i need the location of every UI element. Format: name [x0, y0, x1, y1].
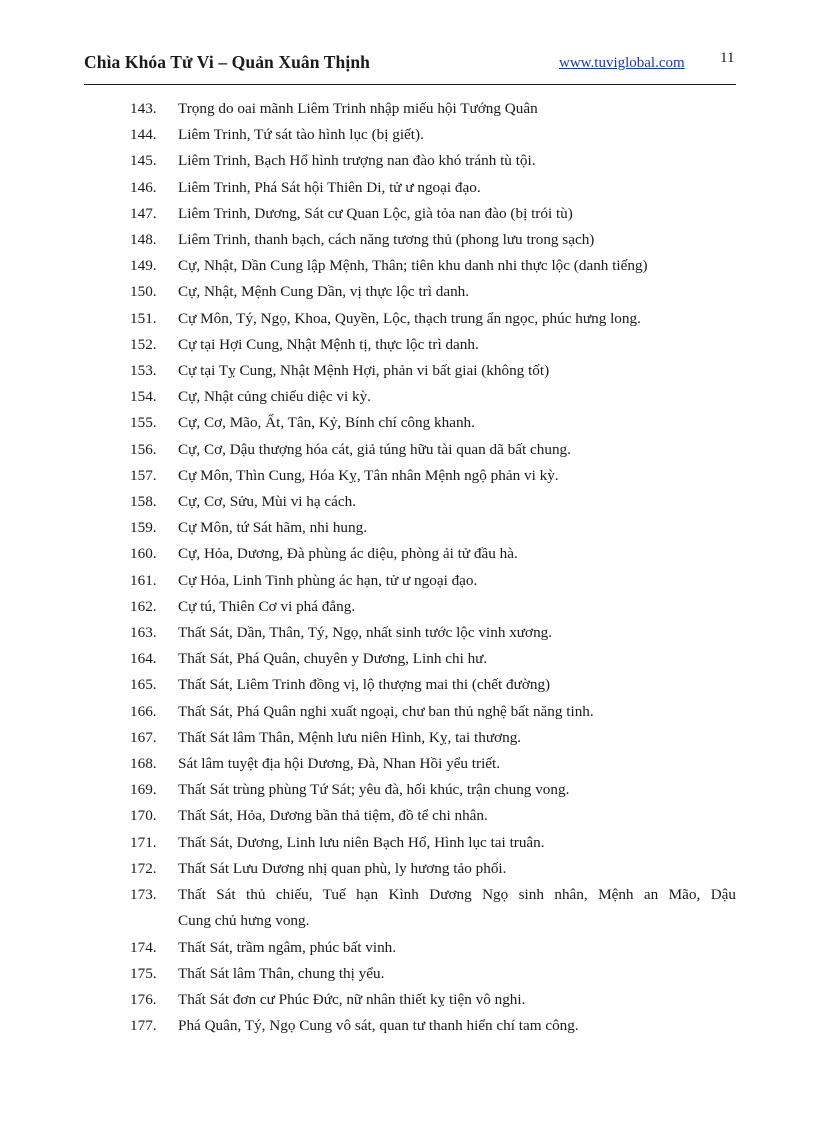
item-text — [178, 620, 736, 646]
item-number: 151. — [130, 309, 157, 327]
item-text — [178, 463, 736, 489]
item-number: 169. — [130, 781, 157, 799]
item-number: 177. — [130, 1017, 157, 1035]
list-item — [130, 358, 736, 384]
item-text-line: Cự, Hỏa, Dương, Đà phùng ác diệu, phòng ải tử đầu hà. — [178, 545, 518, 563]
list-item — [130, 201, 736, 227]
item-text-line: Thất Sát Lưu Dương nhị quan phù, ly hương tảo phối. — [178, 859, 507, 877]
item-text — [178, 384, 736, 410]
item-number: 168. — [130, 755, 157, 773]
item-text — [178, 332, 736, 358]
item-number: 160. — [130, 545, 157, 563]
item-text-line: Thất Sát, Phá Quân nghi xuất ngoại, chư ban thủ nghệ bất năng tinh. — [178, 702, 594, 720]
item-text-line: Thất Sát, Liêm Trinh đồng vị, lộ thượng mai thi (chết đường) — [178, 676, 551, 694]
item-number: 153. — [130, 362, 157, 380]
item-text-line: Cự Môn, tứ Sát hãm, nhi hung. — [178, 519, 368, 537]
page-header — [84, 52, 736, 85]
list-item — [130, 437, 736, 463]
list-item — [130, 1013, 736, 1039]
item-text-line: Thất Sát lâm Thân, chung thị yểu. — [178, 964, 385, 982]
item-text — [178, 122, 736, 148]
item-text — [178, 568, 736, 594]
item-number: 163. — [130, 624, 157, 642]
item-number: 172. — [130, 859, 157, 877]
item-number: 164. — [130, 650, 157, 668]
item-text — [178, 515, 736, 541]
item-text — [178, 437, 736, 463]
item-text-line: Liêm Trinh, Tứ sát tào hình lục (bị giết). — [178, 126, 424, 144]
item-number: 149. — [130, 257, 157, 275]
item-text-line: Thất Sát trùng phùng Tứ Sát; yêu đà, hối khúc, trận chung vong. — [178, 781, 570, 799]
list-item — [130, 515, 736, 541]
item-number: 145. — [130, 152, 157, 170]
item-number: 157. — [130, 466, 157, 484]
item-text — [178, 856, 736, 882]
item-text — [178, 279, 736, 305]
item-text — [178, 541, 736, 567]
item-text — [178, 227, 736, 253]
item-text-line: Liêm Trinh, Dương, Sát cư Quan Lộc, già tỏa nan đào (bị trói tù) — [178, 204, 573, 222]
item-text-line: Cự, Cơ, Mão, Ất, Tân, Kỷ, Bính chí công khanh. — [178, 414, 475, 432]
item-text — [178, 882, 736, 934]
item-text-line: Cự tại Tỵ Cung, Nhật Mệnh Hợi, phản vi bất giai (không tốt) — [178, 362, 550, 380]
item-number: 167. — [130, 728, 157, 746]
item-number: 162. — [130, 597, 157, 615]
item-text-line: Cự Môn, Tý, Ngọ, Khoa, Quyền, Lộc, thạch trung ẩn ngọc, phúc hưng long. — [178, 309, 641, 327]
item-text — [178, 672, 736, 698]
item-text-line: Cự, Nhật củng chiếu diệc vi kỳ. — [178, 388, 371, 406]
list-item — [130, 830, 736, 856]
list-item — [130, 332, 736, 358]
list-item — [130, 803, 736, 829]
item-text — [178, 175, 736, 201]
item-text-line: Trọng do oai mãnh Liêm Trinh nhập miếu hội Tướng Quân — [178, 100, 538, 117]
item-text — [178, 725, 736, 751]
item-number: 166. — [130, 702, 157, 720]
item-text — [178, 935, 736, 961]
list-item — [130, 620, 736, 646]
item-text — [178, 751, 736, 777]
item-text — [178, 594, 736, 620]
list-item — [130, 594, 736, 620]
item-text — [178, 961, 736, 987]
list-item — [130, 777, 736, 803]
list-item — [130, 489, 736, 515]
verse-list — [130, 96, 736, 1039]
item-number: 152. — [130, 335, 157, 353]
list-item — [130, 148, 736, 174]
item-text-line: Thất Sát đơn cư Phúc Đức, nữ nhân thiết kỵ tiện vô nghi. — [178, 990, 526, 1008]
book-title: Chìa Khóa Tử Vi – Quản Xuân Thịnh — [84, 52, 370, 72]
item-text-line: Liêm Trinh, thanh bạch, cách năng tương thủ (phong lưu trong sạch) — [178, 231, 595, 249]
list-item — [130, 306, 736, 332]
list-item — [130, 175, 736, 201]
item-number: 154. — [130, 388, 157, 406]
item-number: 143. — [130, 100, 157, 117]
list-item — [130, 961, 736, 987]
list-item — [130, 463, 736, 489]
item-number: 176. — [130, 990, 157, 1008]
item-text — [178, 410, 736, 436]
item-number: 158. — [130, 493, 157, 511]
list-item — [130, 882, 736, 934]
item-number: 156. — [130, 440, 157, 458]
item-text — [178, 306, 736, 332]
item-number: 175. — [130, 964, 157, 982]
item-text-line: Cự Môn, Thìn Cung, Hóa Kỵ, Tân nhân Mệnh ngộ phản vi kỳ. — [178, 466, 559, 484]
item-text-line: Thất Sát, Dần, Thân, Tý, Ngọ, nhất sinh tước lộc vinh xương. — [178, 624, 553, 642]
item-text-line: Phá Quân, Tý, Ngọ Cung vô sát, quan tư thanh hiển chí tam công. — [178, 1017, 579, 1035]
item-number: 161. — [130, 571, 157, 589]
item-text-line: Cung chủ hưng vong. — [178, 912, 310, 930]
page-number: 11 — [720, 50, 735, 66]
list-item — [130, 987, 736, 1013]
item-text — [178, 201, 736, 227]
item-number: 159. — [130, 519, 157, 537]
item-text — [178, 253, 736, 279]
list-item — [130, 672, 736, 698]
item-number: 146. — [130, 178, 157, 196]
item-text — [178, 358, 736, 384]
list-item — [130, 699, 736, 725]
item-text — [178, 830, 736, 856]
list-item — [130, 410, 736, 436]
website-link[interactable]: www.tuviglobal.com — [559, 55, 685, 71]
item-number: 155. — [130, 414, 157, 432]
item-text — [178, 803, 736, 829]
item-text-line: Thất Sát thủ chiếu, Tuế hạn Kình Dương Ngọ sinh nhân, Mệnh an Mão, Dậu — [178, 886, 736, 904]
item-text-line: Sát lâm tuyệt địa hội Dương, Đà, Nhan Hồi yểu triết. — [178, 755, 501, 773]
list-item — [130, 646, 736, 672]
item-text — [178, 987, 736, 1013]
item-text-line: Cự tú, Thiên Cơ vi phá đẳng. — [178, 597, 356, 615]
list-item — [130, 568, 736, 594]
item-number: 165. — [130, 676, 157, 694]
list-item — [130, 725, 736, 751]
item-text-line: Cự, Cơ, Dậu thượng hóa cát, giả túng hữu tài quan dã bất chung. — [178, 440, 571, 458]
item-text — [178, 148, 736, 174]
list-item — [130, 227, 736, 253]
item-text — [178, 1013, 736, 1039]
item-number: 173. — [130, 886, 157, 904]
list-item — [130, 384, 736, 410]
item-number: 174. — [130, 938, 157, 956]
item-text — [178, 646, 736, 672]
item-text — [178, 96, 736, 122]
item-text-line: Cự, Nhật, Dần Cung lập Mệnh, Thân; tiên khu danh nhi thực lộc (danh tiếng) — [178, 257, 648, 275]
item-text-line: Cự, Nhật, Mệnh Cung Dần, vị thực lộc trì danh. — [178, 283, 470, 301]
item-text-line: Thất Sát, trầm ngâm, phúc bất vinh. — [178, 938, 397, 956]
item-number: 144. — [130, 126, 157, 144]
item-text-line: Cự, Cơ, Sửu, Mùi vi hạ cách. — [178, 493, 357, 511]
item-text-line: Thất Sát, Hỏa, Dương bần thả tiệm, đồ tể chi nhân. — [178, 807, 488, 825]
list-item — [130, 96, 736, 122]
item-text-line: Cự Hỏa, Linh Tinh phùng ác hạn, tử ư ngoại đạo. — [178, 571, 478, 589]
item-number: 170. — [130, 807, 157, 825]
list-item — [130, 751, 736, 777]
list-item — [130, 856, 736, 882]
item-text-line: Liêm Trinh, Bạch Hổ hình trượng nan đào khó tránh tù tội. — [178, 152, 536, 170]
item-text-line: Cự tại Hợi Cung, Nhật Mệnh tị, thực lộc trì danh. — [178, 335, 479, 353]
item-text-line: Thất Sát lâm Thân, Mệnh lưu niên Hình, Kỵ, tai thương. — [178, 728, 522, 746]
list-item — [130, 541, 736, 567]
list-item — [130, 935, 736, 961]
item-number: 171. — [130, 833, 157, 851]
item-text-line: Thất Sát, Phá Quân, chuyên y Dương, Linh chi hư. — [178, 650, 488, 668]
item-number: 147. — [130, 204, 157, 222]
item-text — [178, 777, 736, 803]
item-text — [178, 489, 736, 515]
item-number: 150. — [130, 283, 157, 301]
list-item — [130, 253, 736, 279]
item-text-line: Liêm Trinh, Phá Sát hội Thiên Di, tử ư ngoại đạo. — [178, 178, 481, 196]
item-number: 148. — [130, 231, 157, 249]
list-item — [130, 279, 736, 305]
list-item — [130, 122, 736, 148]
item-text — [178, 699, 736, 725]
item-text-line: Thất Sát, Dương, Linh lưu niên Bạch Hổ, Hình lục tai truân. — [178, 833, 545, 851]
